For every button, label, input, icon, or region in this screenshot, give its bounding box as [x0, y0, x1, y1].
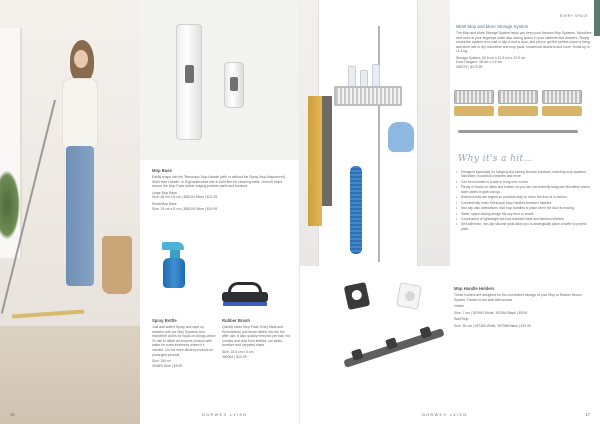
spray-bottle-photo — [150, 240, 200, 310]
mop-base-large-label: Large Mop Base — [152, 190, 177, 195]
holders-description: These holders are designed for the convenient storage of your Mop or Rubber Broom System. Fasten to the wall with screws. — [454, 293, 582, 302]
rubber-brush-info — [222, 318, 292, 359]
storage-system-info — [456, 24, 594, 69]
mop-base-photo — [140, 0, 300, 160]
spray-bottle-size: Size: 250 ml — [152, 359, 171, 364]
list-item: • Constructed of lightweight but rust-resistant steel and bamboo shelves. — [456, 217, 594, 221]
wall-strip-label: Wall Strip — [454, 317, 469, 321]
holder-label: Holder — [454, 304, 464, 308]
mop-handle-holders-info — [454, 286, 594, 330]
wall-strip-size: Size: 35 cm | 357383 White, 357086 Black | $19.99 — [454, 323, 531, 328]
mop-base-small-size: Size: 24 cm x 8 cm | 358105 Silver | $16.99 — [152, 206, 218, 211]
rubber-brush-size: Size: 16.5 cm x 5 cm — [222, 349, 254, 354]
mop-base-info — [152, 168, 292, 211]
list-item: • Bottom hooks are angled so products stay on when the door is in motion. — [456, 195, 594, 199]
spray-bottle-title: Spray Bottle — [152, 318, 177, 323]
list-item: • Sleek, space-saving design fits any door or closet. — [456, 212, 594, 216]
footer-brand-left: NORWEX LVIEN — [202, 413, 248, 417]
rubber-brush-photo — [222, 282, 268, 314]
holder-size: Size: 7 cm | 357683 White, 302064 Black | $9.99 — [454, 310, 528, 315]
storage-rack-photo — [450, 86, 600, 142]
rubber-brush-description: Quickly clean Mop Pads, Entry Mats and EnviroWand; just brush debris into the bin after use. It also quickly removes pet hair, lint, crumbs and dust from textiles, car seats, furniture and carpeted stairs. — [222, 325, 291, 348]
spray-bottle-info — [152, 318, 216, 368]
holders-title: Mop Handle Holders — [454, 286, 495, 291]
mop-handle-holders-photo — [340, 280, 448, 400]
right-page — [300, 0, 600, 424]
storage-system-description: The Mop and More Storage System helps you keep your Norwex Mop Systems, Microfibre and more at your fingertips while also saving space in your cabinets and drawers. Simply mount the system on a wall or slip it over a door, and you've got the perfect place to hang and store wet or dry microfibre and mop pads, household cleaners and more. Holds up to 11.4 kg. — [456, 31, 592, 53]
rubber-brush-title: Rubber Brush — [222, 318, 250, 323]
spray-bottle-description: Just add water! Spray and wipe up messes with our Mop Systems and microfibre cloths for liquid-on-things-clean! Or use to dilute an enzyme product with water for extra freshness where it's needed. Do not store diluted products for prolonged periods. — [152, 325, 216, 357]
list-item: • Conveniently holds Telescopic Mop Handles between baskets. — [456, 201, 594, 205]
list-item: • Self-adhesive, non-slip silicone pads allow you to strategically place a buffer to protect paint. — [456, 222, 594, 231]
rubber-brush-sku: 380063 | $12.99 — [222, 354, 247, 359]
list-item: • Non-slip disc orientations hold mop handles in place when the door is moving. — [456, 206, 594, 210]
list-item: • Designed especially for hanging and storing Norwex products, including mop systems, Microfibre, household cleaners and more. — [456, 170, 594, 179]
why-heading: Why it's a hit… — [458, 154, 533, 164]
door-hangers-size: Door Hangers: 38 cm x 4.4 cm — [456, 60, 502, 64]
mop-base-title: Mop Base — [152, 168, 172, 173]
storage-system-size: Storage System: 50.5 cm x 12.5 cm x 22.5 cm — [456, 55, 526, 60]
running-head: EVERY SPACE — [559, 14, 588, 18]
list-item: • Plenty of hooks on sides and bottom so you can conveniently hang wet Microfibre and/or store cloths to grab and go. — [456, 185, 594, 194]
door-storage-photo — [300, 0, 450, 266]
page-number-right: 17 — [585, 412, 590, 417]
storage-system-sku: 382079 | $179.99 — [456, 64, 483, 69]
why-bullet-list — [456, 170, 594, 232]
section-tab — [594, 0, 600, 36]
page-number-left: 16 — [10, 412, 15, 417]
mop-base-small-label: Small Mop Base — [152, 201, 177, 206]
footer-brand-right: NORWEX LVIEN — [422, 413, 468, 417]
mop-base-large-size: Size: 46 cm x 8 cm | 358104 Silver | $21.99 — [152, 195, 218, 200]
spray-bottle-sku: 354800 Blue | $5.99 — [152, 363, 183, 368]
storage-system-title: NEW Mop and More Storage System — [456, 24, 529, 29]
woman-mopping-photo — [0, 0, 140, 424]
list-item: • Can be mounted to a wall or hung over a door. — [456, 180, 594, 184]
mop-base-description: Easily snaps into the Telescopic Mop Handle (with or without the Spray Mop Attachment), Wall Hose Handle, or Ergodestructive lets to hold firm for cleaning walls. Velcro® strips secure the Mop Pads rubber edging protects walls and furniture. — [152, 175, 286, 189]
